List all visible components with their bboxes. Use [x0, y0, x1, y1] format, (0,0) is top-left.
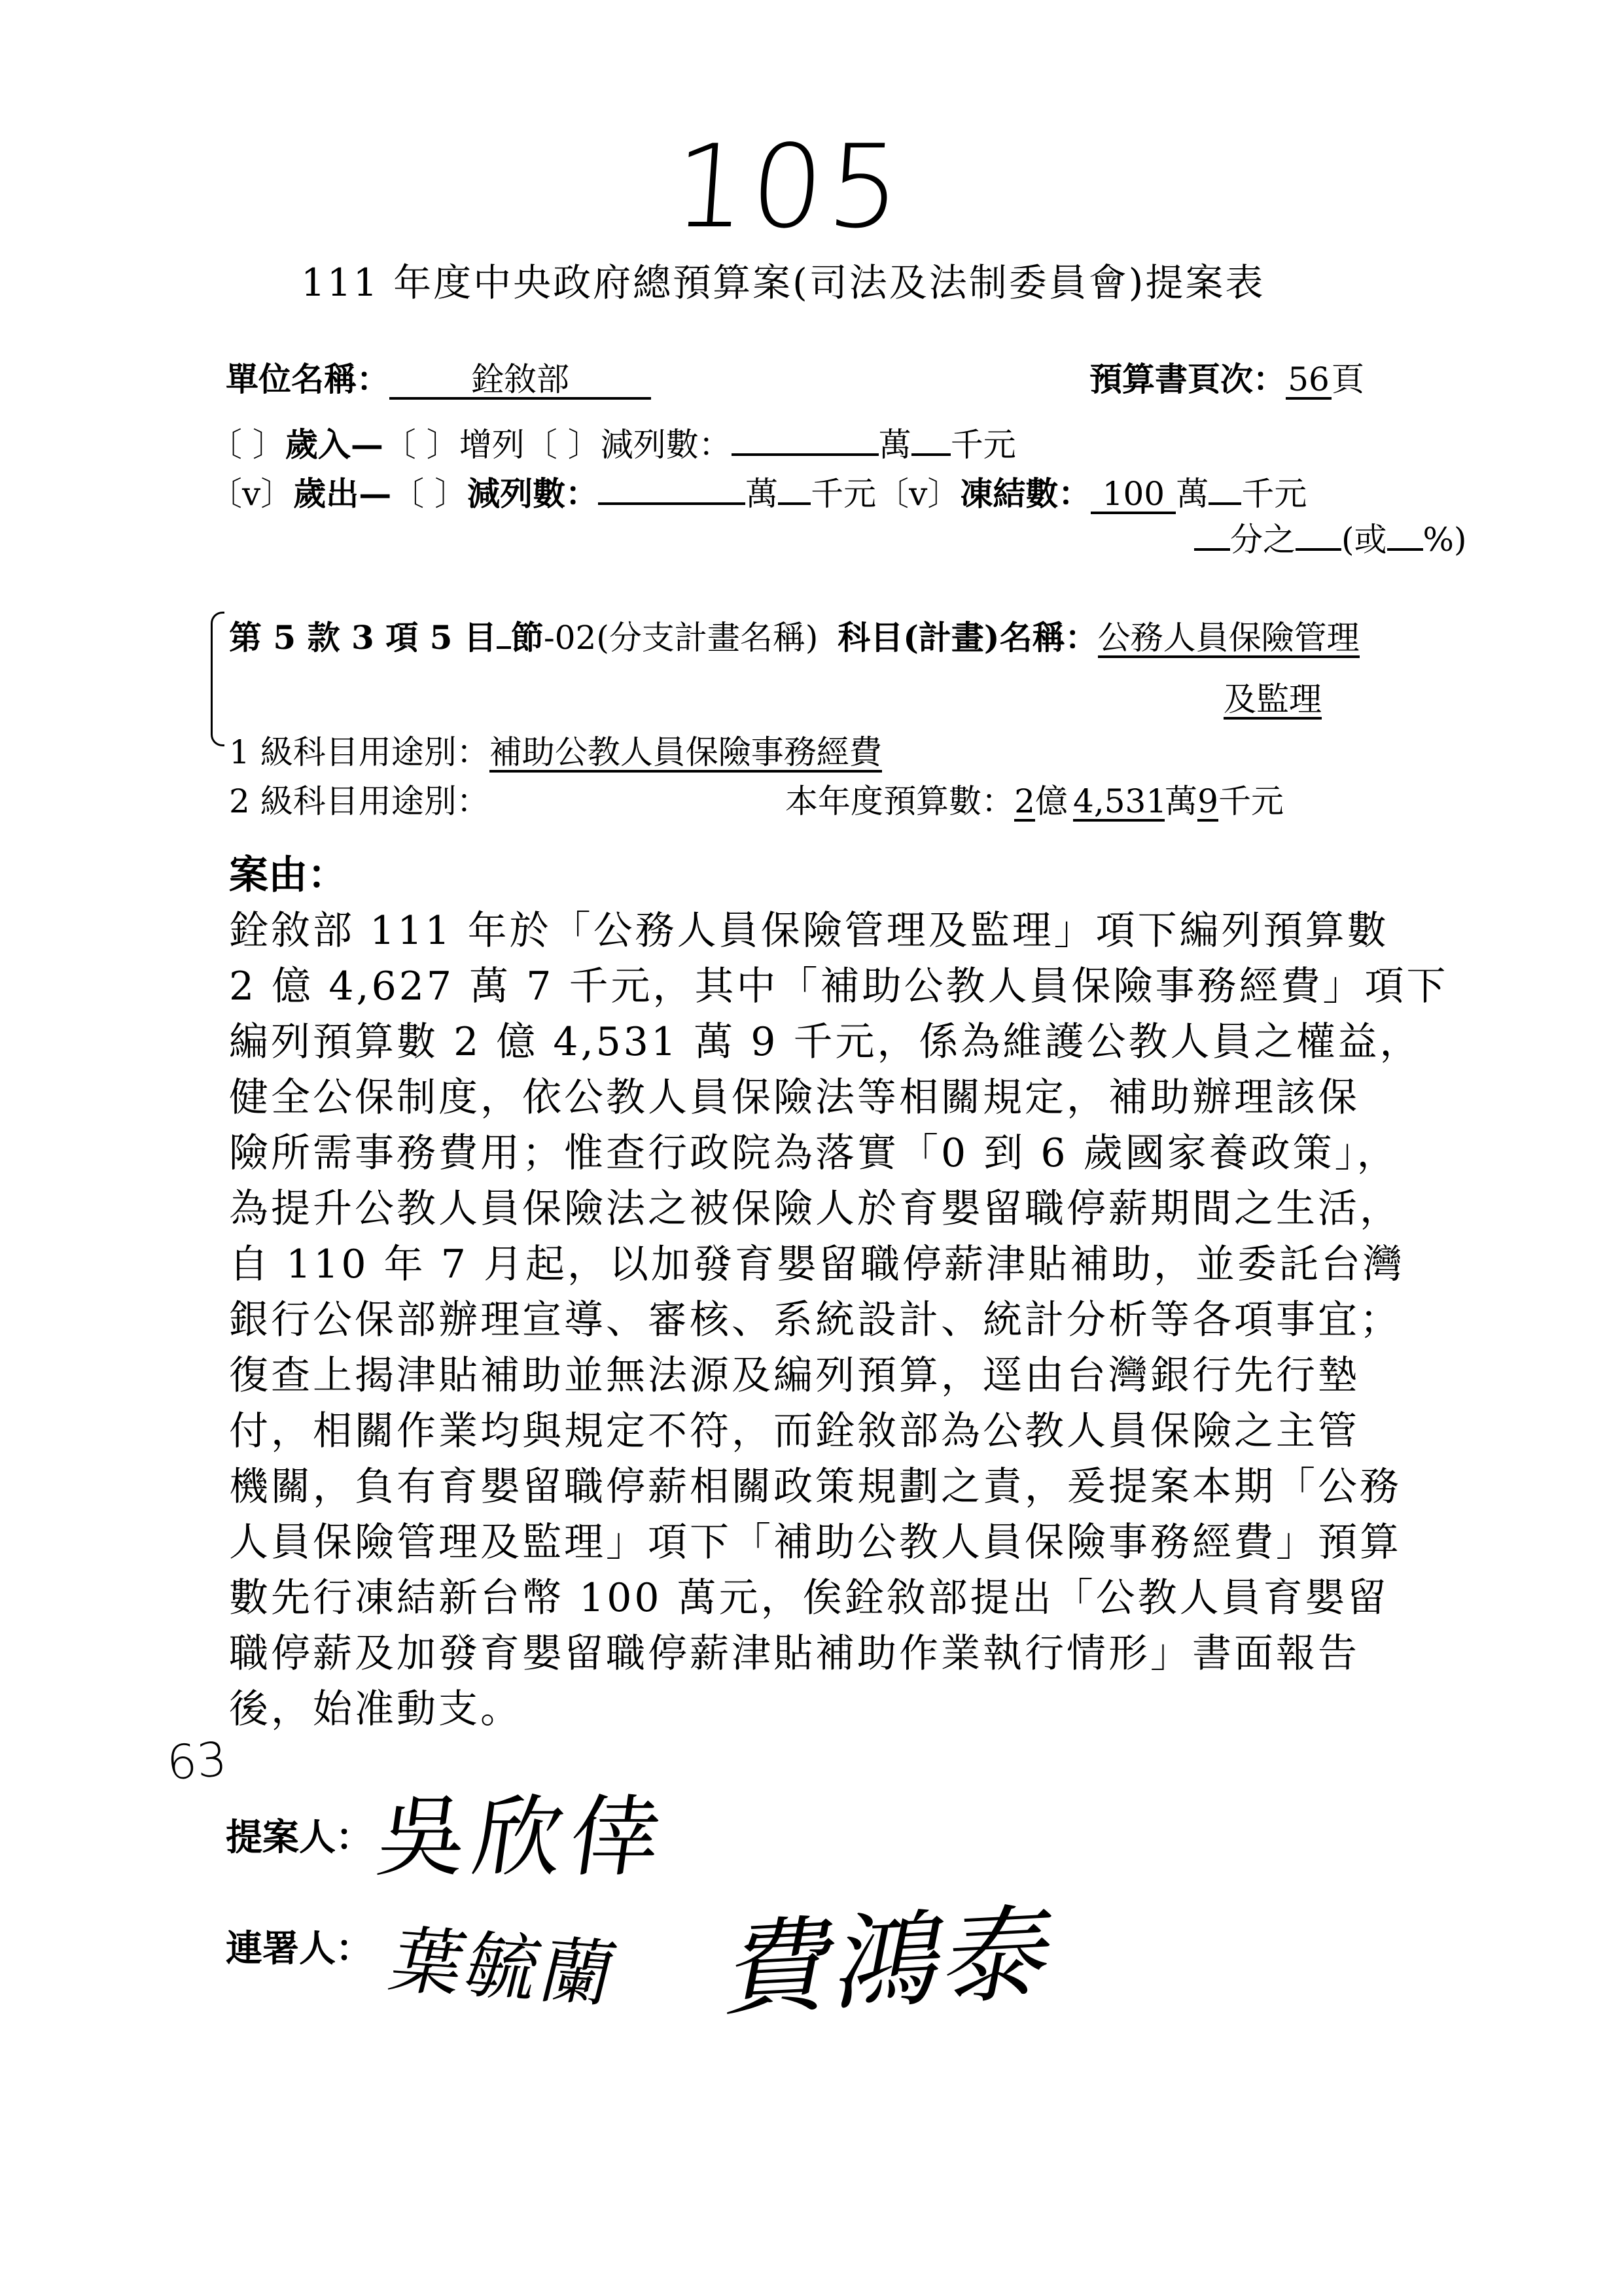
reason-line: 為提升公教人員保險法之被保險人於育嬰留職停薪期間之生活，	[229, 1186, 1402, 1232]
reason-line: 健全公保制度，依公教人員保險法等相關規定，補助辦理該保	[229, 1075, 1360, 1121]
cosigner-signature: 葉毓蘭	[382, 1917, 627, 2017]
proposer-signature: 吳欣倖	[371, 1786, 675, 1888]
expense-qian-unit: 千元	[811, 475, 877, 513]
revenue-decrease-label: 減列數：	[600, 426, 732, 464]
unit-row	[226, 353, 651, 400]
account-code-blank[interactable]	[497, 614, 511, 649]
expense-qian-blank[interactable]	[778, 470, 811, 505]
account-code-suffix: -02(分支計畫名稱)	[543, 619, 819, 657]
expense-wan-unit: 萬	[745, 475, 779, 513]
annual-budget-row	[785, 775, 1284, 822]
budget-wan: 4,531	[1073, 782, 1167, 820]
revenue-wan-unit: 萬	[878, 426, 911, 464]
page-title: 111 年度中央政府總預算案(司法及法制委員會)提案表	[301, 260, 1265, 305]
budget-wan-unit: 萬	[1165, 782, 1197, 820]
fraction-line	[1194, 513, 1467, 561]
reason-line: 職停薪及加發育嬰留職停薪津貼補助作業執行情形」書面報告	[229, 1631, 1360, 1677]
revenue-qian-blank[interactable]	[911, 421, 951, 456]
account-code-jie: 節	[510, 618, 544, 657]
expense-decrease-checkbox[interactable]: 〔 〕	[391, 475, 468, 513]
budget-page-label: 預算書頁次：	[1089, 360, 1286, 398]
budget-yi-unit: 億	[1035, 782, 1068, 820]
level2-label: 2 級科目用途別：	[229, 782, 489, 820]
fraction-numerator-blank[interactable]	[1194, 515, 1230, 551]
level1-row	[229, 726, 882, 773]
revenue-wan-blank[interactable]	[732, 421, 879, 456]
freeze-wan-unit: 萬	[1176, 475, 1209, 513]
fraction-percent: %)	[1422, 521, 1467, 559]
account-code-prefix: 第 5 款 3 項 5 目	[229, 618, 497, 657]
budget-page-row	[1089, 353, 1364, 400]
subject-value-line2: 及監理	[1224, 680, 1322, 718]
freeze-qian-blank[interactable]	[1209, 470, 1241, 505]
increase-label: 增列	[459, 426, 525, 464]
revenue-label: 歲入—	[285, 425, 383, 464]
reason-line: 自 110 年 7 月起，以加發育嬰留職停薪津貼補助，並委託台灣	[229, 1242, 1405, 1287]
revenue-decrease-checkbox[interactable]: 〔 〕	[524, 426, 601, 464]
reason-line: 機關，負有育嬰留職停薪相關政策規劃之責，爰提案本期「公務	[229, 1464, 1402, 1510]
reason-line: 銓敘部 111 年於「公務人員保險管理及監理」項下編列預算數	[229, 908, 1389, 954]
expense-checkbox[interactable]: 〔v〕	[209, 475, 294, 513]
handwritten-margin-note: 63	[165, 1731, 229, 1791]
revenue-line	[209, 419, 1016, 466]
proposer-label: 提案人：	[226, 1816, 372, 1859]
fraction-denominator-blank[interactable]	[1296, 515, 1341, 551]
reason-heading: 案由：	[229, 852, 347, 898]
expense-label: 歲出—	[293, 474, 392, 513]
percent-blank[interactable]	[1387, 515, 1423, 551]
cosigner-signature: 費鴻泰	[717, 1892, 1067, 2031]
reason-line: 人員保險管理及監理」項下「補助公教人員保險事務經費」預算	[229, 1520, 1402, 1565]
reason-line: 編列預算數 2 億 4,531 萬 9 千元，係為維護公教人員之權益，	[229, 1019, 1422, 1065]
reason-line: 付，相關作業均與規定不符，而銓敘部為公教人員保險之主管	[229, 1408, 1360, 1454]
reason-line: 銀行公保部辦理宣導、審核、系統設計、統計分析等各項事宜；	[229, 1297, 1402, 1343]
subject-value-line2-row	[1224, 680, 1322, 720]
level2-row	[229, 775, 489, 822]
handwritten-page-number: 105	[669, 121, 909, 254]
budget-page-suffix: 頁	[1332, 360, 1364, 398]
fraction-or: (或	[1341, 521, 1387, 559]
unit-value: 銓敘部	[389, 362, 651, 400]
fraction-fen-zhi: 分之	[1230, 521, 1296, 559]
subject-label: 科目(計畫)名稱：	[838, 618, 1098, 657]
budget-qian-unit: 千元	[1218, 782, 1284, 820]
expense-wan-blank[interactable]	[598, 470, 745, 505]
subject-value-line1: 公務人員保險管理	[1097, 619, 1360, 657]
freeze-label: 凍結數：	[960, 474, 1091, 513]
reason-line: 復查上揭津貼補助並無法源及編列預算，逕由台灣銀行先行墊	[229, 1353, 1360, 1399]
reason-line: 2 億 4,627 萬 7 千元，其中「補助公教人員保險事務經費」項下	[229, 964, 1449, 1009]
budget-qian: 9	[1197, 782, 1218, 820]
reason-line: 後，始准動支。	[229, 1686, 522, 1732]
increase-checkbox[interactable]: 〔 〕	[383, 426, 459, 464]
budget-yi: 2	[1014, 782, 1035, 820]
account-bracket	[211, 612, 224, 746]
freeze-value: 100	[1091, 477, 1176, 514]
unit-label: 單位名稱：	[226, 360, 389, 398]
revenue-qian-unit: 千元	[950, 426, 1016, 464]
cosigners-label: 連署人：	[226, 1927, 372, 1970]
reason-line: 數先行凍結新台幣 100 萬元，俟銓敘部提出「公教人員育嬰留	[229, 1575, 1389, 1621]
freeze-checkbox[interactable]: 〔v〕	[876, 475, 961, 513]
account-code-row	[229, 612, 1360, 659]
budget-page-value: 56	[1286, 362, 1332, 400]
expense-decrease-label: 減列數：	[467, 474, 599, 513]
level1-value: 補助公教人員保險事務經費	[489, 733, 882, 771]
freeze-qian-unit: 千元	[1241, 475, 1307, 513]
expense-line	[209, 468, 1307, 515]
budget-label: 本年度預算數：	[785, 782, 1014, 820]
revenue-checkbox[interactable]: 〔 〕	[209, 426, 285, 464]
reason-line: 險所需事務費用；惟查行政院為落實「0 到 6 歲國家養政策」，	[229, 1130, 1399, 1176]
level1-label: 1 級科目用途別：	[229, 733, 489, 771]
